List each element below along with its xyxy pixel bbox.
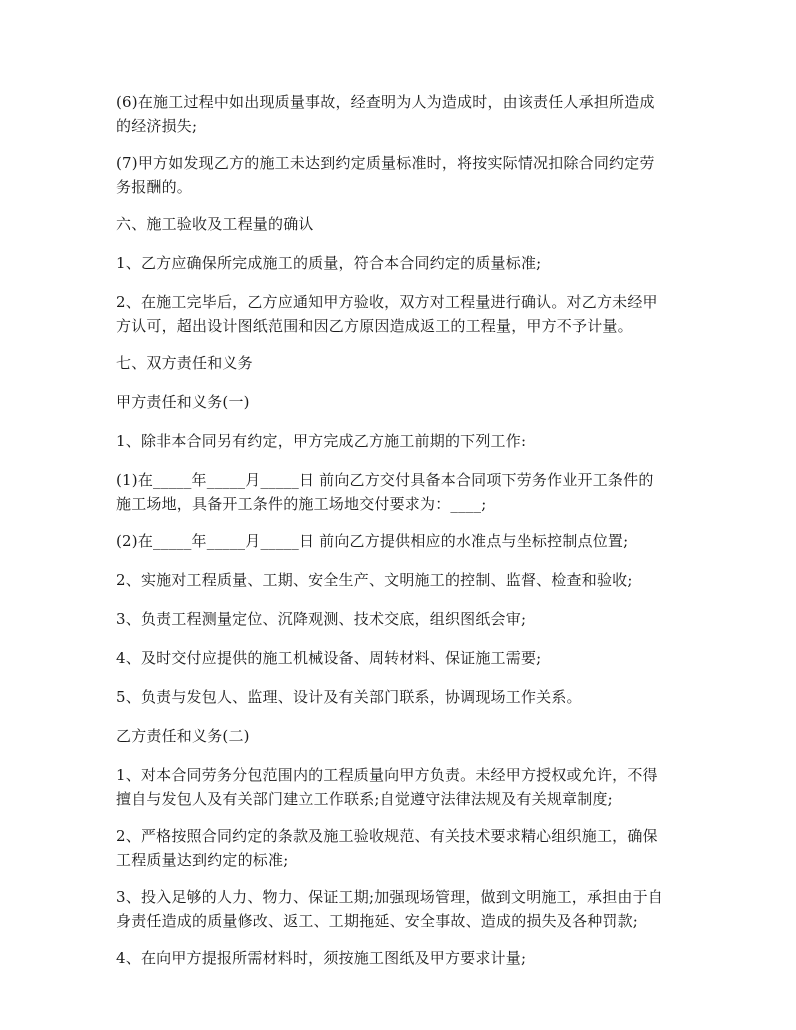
paragraph-line: 擅自与发包人及有关部门建立工作联系;自觉遵守法律法规及有关规章制度; [116,790,613,808]
document-paragraph [116,351,686,375]
paragraph-line: 2、在施工完毕后，乙方应通知甲方验收，双方对工程量进行确认。对乙方未经甲 [116,293,658,311]
paragraph-line: (6)在施工过程中如出现质量事故，经查明为人为造成时，由该责任人承担所造成 [116,93,655,111]
document-paragraph [116,290,686,338]
paragraph-line: 七、双方责任和义务 [116,354,253,372]
document-paragraph [116,212,686,236]
paragraph-line: 1、乙方应确保所完成施工的质量，符合本合同约定的质量标准; [116,254,542,272]
document-paragraph [116,946,686,970]
document-paragraph [116,468,686,516]
paragraph-line: 乙方责任和义务(二) [116,727,250,745]
paragraph-line: 4、在向甲方提报所需材料时，须按施工图纸及甲方要求计量; [116,949,527,967]
paragraph-line: (1)在_____年_____月_____日 前向乙方交付具备本合同项下劳务作业开工条件的 [116,471,654,489]
paragraph-line: 的经济损失; [116,117,198,135]
document-paragraph [116,885,686,933]
paragraph-line: 3、负责工程测量定位、沉降观测、技术交底，组织图纸会审; [116,610,527,628]
document-paragraph [116,646,686,670]
document-paragraph [116,90,686,138]
paragraph-line: 3、投入足够的人力、物力、保证工期;加强现场管理，做到文明施工，承担由于自 [116,888,664,906]
document-paragraph [116,685,686,709]
paragraph-line: 2、严格按照合同约定的条款及施工验收规范、有关技术要求精心组织施工，确保 [116,827,658,845]
document-paragraph [116,607,686,631]
document-paragraph [116,568,686,592]
document-paragraph [116,724,686,748]
document-paragraph [116,429,686,453]
paragraph-line: 4、及时交付应提供的施工机械设备、周转材料、保证施工需要; [116,649,542,667]
paragraph-line: 5、负责与发包人、监理、设计及有关部门联系，协调现场工作关系。 [116,688,582,706]
document-paragraph [116,251,686,275]
paragraph-line: (2)在_____年_____月_____日 前向乙方提供相应的水准点与坐标控制点位置; [116,532,629,550]
paragraph-line: 施工场地，具备开工条件的施工场地交付要求为：____; [116,495,487,513]
document-paragraph [116,763,686,811]
paragraph-line: 1、除非本合同另有约定，甲方完成乙方施工前期的下列工作: [116,432,527,450]
paragraph-line: 工程质量达到约定的标准; [116,851,289,869]
paragraph-line: 2、实施对工程质量、工期、安全生产、文明施工的控制、监督、检查和验收; [116,571,633,589]
document-paragraph [116,390,686,414]
document-body [116,90,686,985]
paragraph-line: 甲方责任和义务(一) [116,393,250,411]
paragraph-line: (7)甲方如发现乙方的施工未达到约定质量标准时，将按实际情况扣除合同约定劳 [116,154,655,172]
paragraph-line: 方认可，超出设计图纸范围和因乙方原因造成返工的工程量，甲方不予计量。 [116,317,633,335]
paragraph-line: 务报酬的。 [116,178,193,196]
paragraph-line: 身责任造成的质量修改、返工、工期拖延、安全事故、造成的损失及各种罚款; [116,912,639,930]
paragraph-line: 六、施工验收及工程量的确认 [116,215,314,233]
document-paragraph [116,529,686,553]
document-paragraph [116,151,686,199]
document-paragraph [116,824,686,872]
paragraph-line: 1、对本合同劳务分包范围内的工程质量向甲方负责。未经甲方授权或允许，不得 [116,766,658,784]
